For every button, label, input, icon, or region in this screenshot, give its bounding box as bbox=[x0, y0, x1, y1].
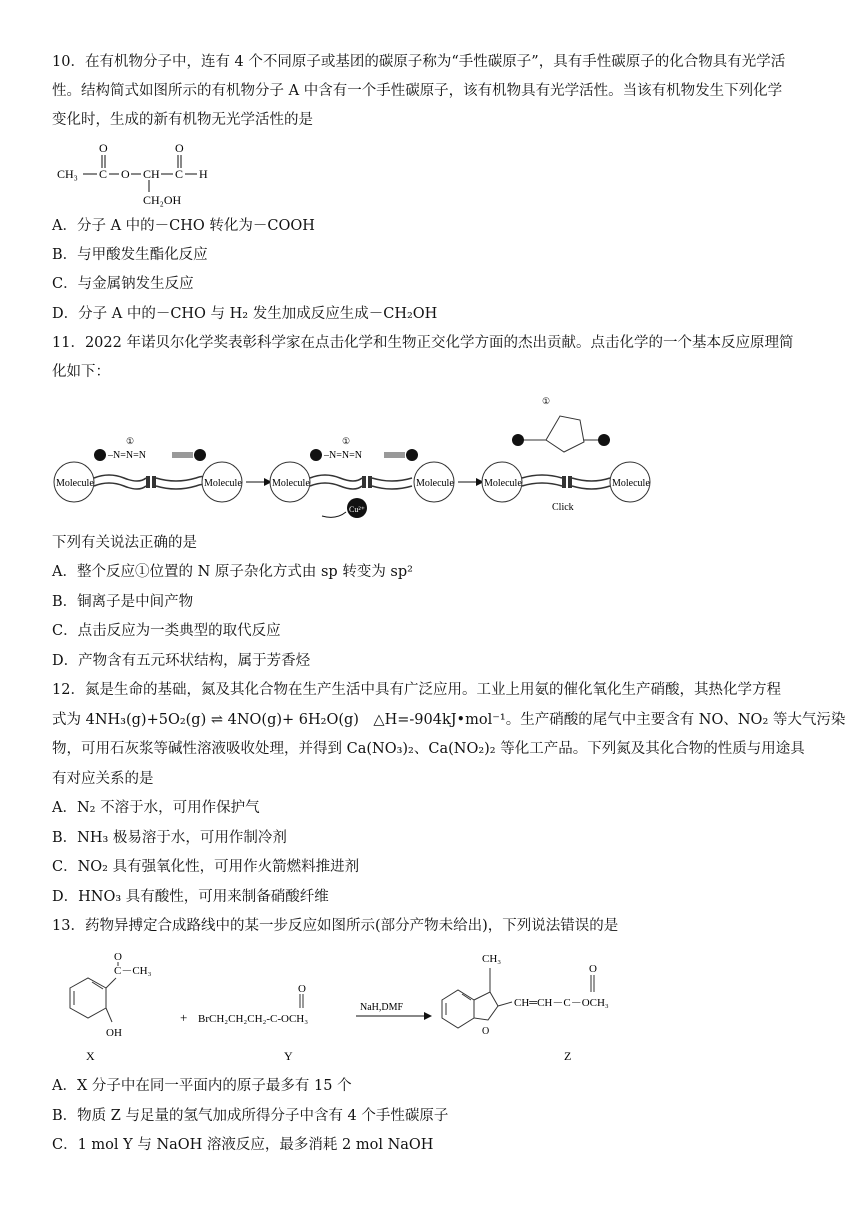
q10-stem-line2: 性。结构简式如图所示的有机物分子 A 中含有一个手性碳原子，该有机物具有光学活性。当该有机物发生下列化学 bbox=[52, 83, 783, 99]
q12-stem-line2: 式为 4NH₃(g)+5O₂(g) ⇌ 4NO(g)+ 6H₂O(g) △H=-904kJ•mol⁻¹。生产硝酸的尾气中主要含有 NO、NO₂ 等大气污染 bbox=[52, 712, 846, 728]
q11-stem-line1: 11．2022 年诺贝尔化学奖表彰科学家在点击化学和生物正交化学方面的杰出贡献。点击化学的一个基本反应原理简 bbox=[52, 335, 794, 351]
q10-option-d: D．分子 A 中的－CHO 与 H₂ 发生加成反应生成－CH₂OH bbox=[52, 306, 438, 322]
copper-ion: Cu²⁺ bbox=[349, 505, 365, 514]
svg-text:–N=N=N: –N=N=N bbox=[108, 450, 146, 461]
q11-option-a: A．整个反应①位置的 N 原子杂化方式由 sp 转变为 sp² bbox=[52, 564, 413, 580]
molecule-label: Molecule bbox=[204, 478, 242, 489]
q12-option-a: A．N₂ 不溶于水，可用作保护气 bbox=[52, 800, 260, 816]
q10-option-c: C．与金属钠发生反应 bbox=[52, 276, 194, 292]
q13-option-b: B．物质 Z 与足量的氢气加成所得分子中含有 4 个手性碳原子 bbox=[52, 1108, 449, 1124]
q12-stem-line1: 12．氮是生命的基础，氮及其化合物在生产生活中具有广泛应用。工业上用氨的催化氧化生产硝酸，其热化学方程 bbox=[52, 682, 781, 698]
z-methyl: CH₃ bbox=[482, 953, 502, 965]
click-label: Click bbox=[552, 502, 574, 513]
x-ketone: C－CH₃ bbox=[114, 965, 152, 977]
label-z: Z bbox=[564, 1049, 572, 1063]
q12-option-b: B．NH₃ 极易溶于水，可用作制冷剂 bbox=[52, 830, 287, 846]
circled-one: ① bbox=[126, 436, 135, 446]
q13-reaction-figure bbox=[48, 948, 668, 1066]
x-hydroxyl: OH bbox=[106, 1027, 122, 1039]
q10-carbonyl-o1: O bbox=[99, 141, 108, 155]
molecule-label: Molecule bbox=[272, 478, 310, 489]
q10-carbonyl-o2: O bbox=[175, 141, 184, 155]
q11-stem-line3: 下列有关说法正确的是 bbox=[52, 535, 197, 551]
y-oxygen: O bbox=[298, 983, 306, 995]
q11-stem-line2: 化如下： bbox=[52, 364, 110, 380]
q10-option-b: B．与甲酸发生酯化反应 bbox=[52, 247, 208, 263]
q13-option-c: C．1 mol Y 与 NaOH 溶液反应，最多消耗 2 mol NaOH bbox=[52, 1137, 434, 1153]
label-y: Y bbox=[284, 1049, 293, 1063]
z-chain: CH═CH－C－OCH₃ bbox=[514, 997, 609, 1009]
molecule-label: Molecule bbox=[612, 478, 650, 489]
q12-option-c: C．NO₂ 具有强氧化性，可用作火箭燃料推进剂 bbox=[52, 859, 360, 875]
q12-option-d: D．HNO₃ 具有酸性，可用来制备硝酸纤维 bbox=[52, 889, 329, 905]
y-formula: BrCH₂CH₂CH₂-C-OCH₃ bbox=[198, 1013, 309, 1025]
circled-one: ① bbox=[542, 396, 551, 406]
q10-h: H bbox=[199, 167, 208, 181]
q10-c2: C bbox=[175, 167, 184, 181]
plus-sign: + bbox=[180, 1010, 188, 1025]
q12-stem-line4: 有对应关系的是 bbox=[52, 771, 154, 787]
molecule-label: Molecule bbox=[56, 478, 94, 489]
x-oxygen: O bbox=[114, 951, 122, 963]
q11-option-b: B．铜离子是中间产物 bbox=[52, 594, 194, 610]
q10-structure-figure bbox=[55, 140, 235, 212]
q10-c1: C bbox=[99, 167, 108, 181]
svg-text:–N=N=N: –N=N=N bbox=[324, 450, 362, 461]
q13-option-a: A．X 分子中在同一平面内的原子最多有 15 个 bbox=[52, 1078, 352, 1094]
q10-o-ester: O bbox=[121, 167, 130, 181]
molecule-label: Molecule bbox=[416, 478, 454, 489]
q10-ch3: CH₃ bbox=[57, 167, 78, 181]
q11-option-c: C．点击反应为一类典型的取代反应 bbox=[52, 623, 281, 639]
molecule-label: Molecule bbox=[484, 478, 522, 489]
q10-option-a: A．分子 A 中的－CHO 转化为－COOH bbox=[52, 218, 315, 234]
reagent-label: NaH,DMF bbox=[360, 1002, 404, 1013]
q10-stem-line3: 变化时，生成的新有机物无光学活性的是 bbox=[52, 112, 313, 128]
ring-oxygen: O bbox=[482, 1026, 490, 1037]
q13-stem-line1: 13．药物异搏定合成路线中的某一步反应如图所示(部分产物未给出)，下列说法错误的是 bbox=[52, 918, 619, 934]
q11-click-reaction-figure bbox=[52, 392, 662, 522]
q11-option-d: D．产物含有五元环状结构，属于芳香烃 bbox=[52, 653, 311, 669]
q12-stem-line3: 物，可用石灰浆等碱性溶液吸收处理，并得到 Ca(NO₃)₂、Ca(NO₂)₂ 等化工产品。下列氮及其化合物的性质与用途具 bbox=[52, 741, 805, 757]
label-x: X bbox=[86, 1049, 95, 1063]
q10-ch: CH bbox=[143, 167, 160, 181]
circled-one: ① bbox=[342, 436, 351, 446]
z-carbonyl-oxygen: O bbox=[589, 963, 597, 975]
q10-ch2oh: CH₂OH bbox=[143, 193, 182, 207]
q10-stem-line1: 10．在有机物分子中，连有 4 个不同原子或基团的碳原子称为“手性碳原子”，具有手性碳原子的化合物具有光学活 bbox=[52, 54, 786, 70]
